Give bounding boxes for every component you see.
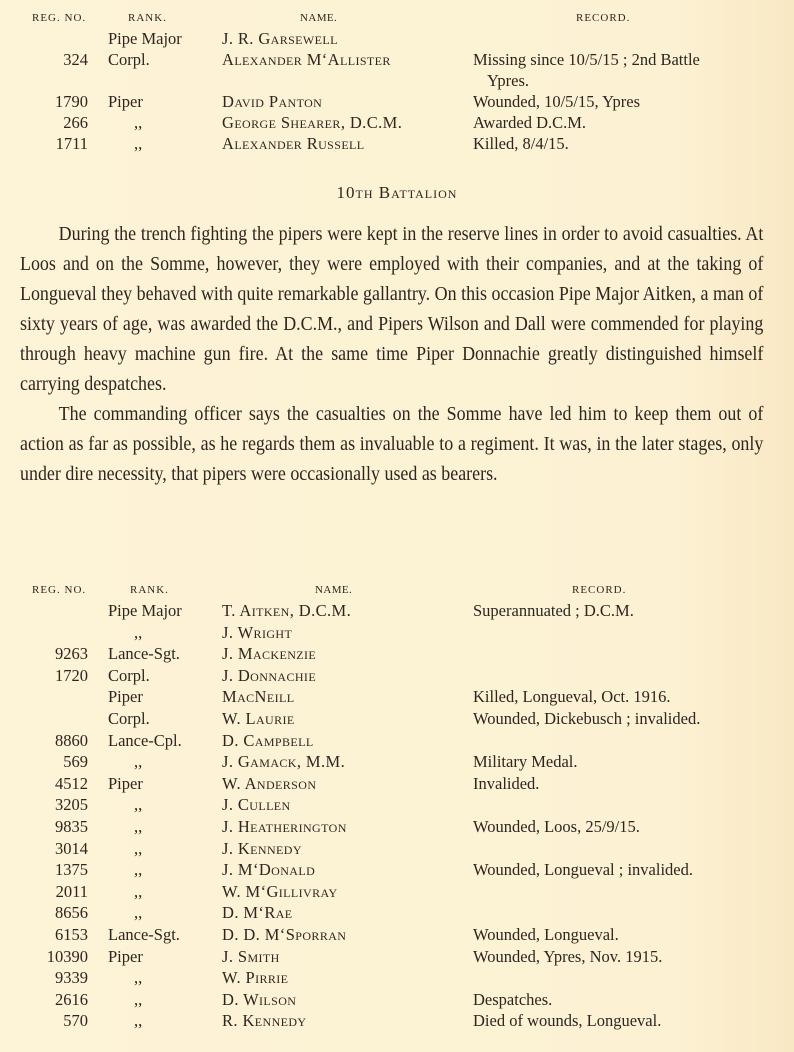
header-reg-no: REG. NO. xyxy=(32,12,87,24)
section-heading xyxy=(0,183,794,203)
record: Wounded, Ypres, Nov. 1915. xyxy=(473,946,663,966)
reg-no: 9835 xyxy=(55,816,88,836)
table-row xyxy=(0,751,794,773)
record: Killed, Longueval, Oct. 1916. xyxy=(473,687,671,707)
rank: Lance-Sgt. xyxy=(108,644,180,664)
reg-no: 4512 xyxy=(55,773,88,793)
table-row xyxy=(0,643,794,665)
heading-main: Battalion xyxy=(378,183,458,202)
rank: ,, xyxy=(134,1011,143,1031)
name: J. Kennedy xyxy=(222,838,302,858)
name: George Shearer, D.C.M. xyxy=(222,113,403,132)
heading-prefix: 10th xyxy=(336,183,374,202)
name: W. Laurie xyxy=(222,708,295,728)
name: J. R. Garsewell xyxy=(222,29,338,48)
name: J. Donnachie xyxy=(222,665,317,685)
rank: Lance-Cpl. xyxy=(108,730,182,750)
record: Wounded, Loos, 25/9/15. xyxy=(473,816,640,836)
table-row xyxy=(0,989,794,1011)
reg-no: 8860 xyxy=(55,730,88,750)
header-name: NAME. xyxy=(300,12,338,24)
table-row xyxy=(0,665,794,687)
name: Alexander Russell xyxy=(222,134,365,153)
name: J. Cullen xyxy=(222,795,291,815)
rank: Pipe Major xyxy=(108,601,182,620)
body-text xyxy=(20,220,763,490)
table-row xyxy=(0,600,794,622)
rank: Piper xyxy=(108,687,143,707)
reg-no: 3205 xyxy=(55,795,88,815)
rank: ,, xyxy=(134,134,143,153)
table-row xyxy=(0,112,794,133)
table-row xyxy=(0,49,794,91)
table-row xyxy=(0,946,794,968)
rank: ,, xyxy=(134,989,143,1009)
record: Wounded, Longueval. xyxy=(473,924,619,944)
name: D. Campbell xyxy=(222,730,314,750)
rank: ,, xyxy=(134,860,143,880)
name: J. Wright xyxy=(222,622,293,642)
record: Invalided. xyxy=(473,773,540,793)
reg-no: 570 xyxy=(63,1011,88,1031)
table-row xyxy=(0,91,794,112)
table-row xyxy=(0,902,794,924)
reg-no: 1720 xyxy=(55,665,88,685)
rank: Corpl. xyxy=(108,708,150,728)
table-row xyxy=(0,967,794,989)
record-continued: Ypres. xyxy=(487,71,530,90)
name: W. Pirrie xyxy=(222,968,289,988)
record: Military Medal. xyxy=(473,752,578,772)
reg-no: 10390 xyxy=(46,946,88,966)
header-reg-no: REG. NO. xyxy=(32,584,87,596)
name: D. D. M‘Sporran xyxy=(222,924,347,944)
table-row xyxy=(0,1010,794,1032)
header-record: RECORD. xyxy=(576,12,631,24)
reg-no: 324 xyxy=(63,50,88,69)
table-row xyxy=(0,686,794,708)
table-row xyxy=(0,838,794,860)
record: Wounded, Longueval ; invalided. xyxy=(473,860,693,880)
table-header xyxy=(0,8,794,28)
name: W. Anderson xyxy=(222,773,317,793)
rank: Piper xyxy=(108,946,143,966)
table-row xyxy=(0,859,794,881)
rank: ,, xyxy=(134,816,143,836)
name: J. Smith xyxy=(222,946,280,966)
table-row xyxy=(0,133,794,154)
name: D. M‘Rae xyxy=(222,903,293,923)
reg-no: 1375 xyxy=(55,860,88,880)
reg-no: 569 xyxy=(63,752,88,772)
rank: Corpl. xyxy=(108,665,150,685)
name: W. M‘Gillivray xyxy=(222,881,338,901)
reg-no: 8656 xyxy=(55,903,88,923)
record: Awarded D.C.M. xyxy=(473,113,587,132)
reg-no: 2616 xyxy=(55,989,88,1009)
paragraph: The commanding officer says the casualties on the Somme have led him to keep them out of action as far as possible, as he regards them as invaluable to a regiment. It was, in the later stages, only under dire necessity, that pipers were occasionally used as bearers. xyxy=(20,404,764,485)
header-rank: RANK. xyxy=(128,12,167,24)
name: D. Wilson xyxy=(222,989,297,1009)
roster-table-bottom xyxy=(0,580,794,1032)
header-rank: RANK. xyxy=(130,584,169,596)
name: R. Kennedy xyxy=(222,1011,307,1031)
reg-no: 1711 xyxy=(55,134,88,153)
name: Alexander M‘Allister xyxy=(222,50,391,69)
paragraph: During the trench fighting the pipers were kept in the reserve lines in order to avoid casualties. At Loos and on the Somme, however, they were employed with their companies, and at the taking of Longueval they behaved with quite remarkable gallantry. On this occasion Pipe Major Aitken, a man of sixty years of age, was awarded the D.C.M., and Pipers Wilson and Dall were commended for playing through heavy machine gun fire. At the same time Piper Donnachie greatly distinguished himself carrying despatches. xyxy=(20,224,764,395)
reg-no: 9263 xyxy=(55,644,88,664)
rank: Pipe Major xyxy=(108,29,182,48)
rank: Corpl. xyxy=(108,50,150,69)
reg-no: 1790 xyxy=(55,92,88,111)
reg-no: 2011 xyxy=(55,881,88,901)
record: Died of wounds, Longueval. xyxy=(473,1011,662,1031)
rank: Piper xyxy=(108,773,143,793)
rank: ,, xyxy=(134,968,143,988)
reg-no: 3014 xyxy=(55,838,88,858)
record: Superannuated ; D.C.M. xyxy=(473,601,634,620)
reg-no: 266 xyxy=(63,113,88,132)
rank: ,, xyxy=(134,795,143,815)
table-row xyxy=(0,924,794,946)
record: Missing since 10/5/15 ; 2nd Battle xyxy=(473,50,700,69)
table-row xyxy=(0,816,794,838)
rank: Piper xyxy=(108,92,143,111)
record: Wounded, 10/5/15, Ypres xyxy=(473,92,641,111)
table-row xyxy=(0,622,794,644)
table-row xyxy=(0,794,794,816)
rank: ,, xyxy=(134,881,143,901)
name: J. M‘Donald xyxy=(222,860,316,880)
header-record: RECORD. xyxy=(572,584,627,596)
reg-no: 6153 xyxy=(55,924,88,944)
name: David Panton xyxy=(222,92,323,111)
table-header xyxy=(0,580,794,600)
record: Killed, 8/4/15. xyxy=(473,134,569,153)
rank: ,, xyxy=(134,838,143,858)
name: T. Aitken, D.C.M. xyxy=(222,601,352,620)
table-row xyxy=(0,708,794,730)
rank: ,, xyxy=(134,622,143,642)
name: J. Heatherington xyxy=(222,816,347,836)
table-row xyxy=(0,28,794,49)
rank: ,, xyxy=(134,752,143,772)
name: MacNeill xyxy=(222,687,295,707)
rank: ,, xyxy=(134,903,143,923)
name: J. Gamack, M.M. xyxy=(222,752,346,772)
name: J. Mackenzie xyxy=(222,644,317,664)
rank: Lance-Sgt. xyxy=(108,924,180,944)
record: Wounded, Dickebusch ; invalided. xyxy=(473,708,701,728)
header-name: NAME. xyxy=(315,584,353,596)
reg-no: 9339 xyxy=(55,968,88,988)
table-row xyxy=(0,773,794,795)
record: Despatches. xyxy=(473,989,553,1009)
table-row xyxy=(0,881,794,903)
table-row xyxy=(0,730,794,752)
rank: ,, xyxy=(134,113,143,132)
roster-table-top xyxy=(0,8,794,154)
